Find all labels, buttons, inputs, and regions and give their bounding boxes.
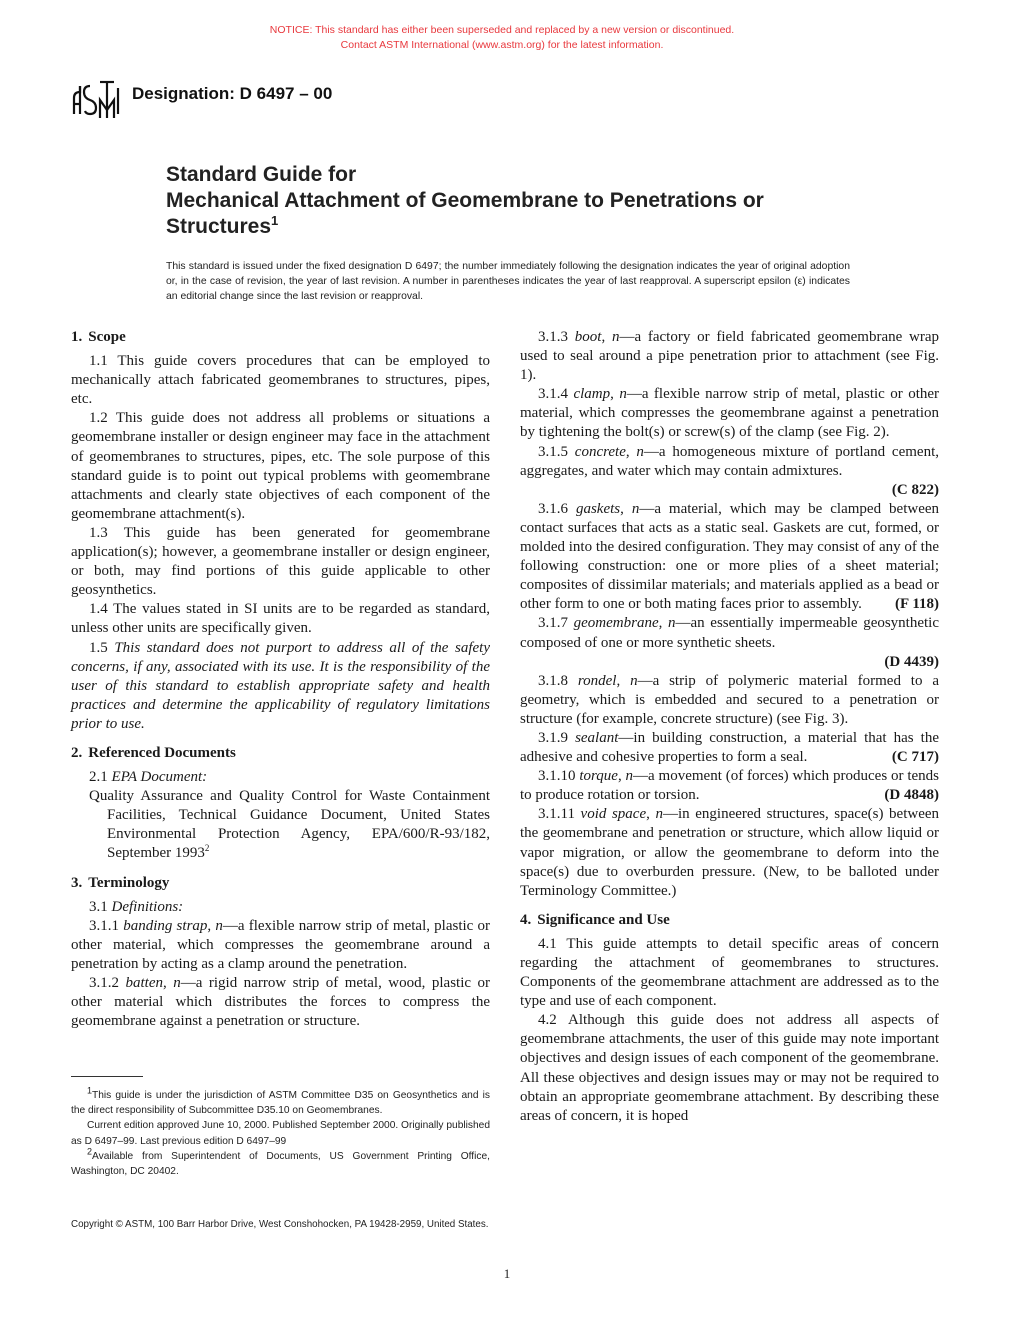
footnote-2: $^2$Available from Superintendent of Documents, US Government Printing Office, Washington, DC 20402. (71, 1146, 490, 1178)
paragraph-4-2: 4.2 Although this guide does not address all aspects of geomembrane attachments, the user of this guide may note important objectives and design issues of each component of the geomembrane. All these objectives and design issues may or may not be required to obtain an appropriate geomembrane attachment. By describing these areas of concern, it is hoped (520, 1012, 939, 1124)
section-heading-terminology: 3. Terminology (71, 874, 170, 891)
designation: Designation: D 6497 – 00 (132, 84, 333, 103)
paragraph-1-2: 1.2 This guide does not address all problems or situations a geomembrane installer or design engineer may face in the attachment of geomembranes to structures, pipes, etc. The sole purpose of this standard guide is to point out typical problems with geomembrane attachments and clearly state objectives of each component of the geomembrane attachment(s). (71, 410, 490, 522)
definition-gaskets: 3.1.6 gaskets, n—a material, which may be clamped between contact surfaces that acts as a static seal. Gaskets are cut, formed, or molded into the desired configuration. They may consist of any of the following construction: one or more plies of a sheet material; composites of dissimilar materials; and materials applied as a bead or other form to one or both mating faces prior to assembly. (F 118) (520, 500, 939, 615)
footnote-1: $^1$This guide is under the jurisdiction of ASTM Committee D35 on Geosynthetics and is the direct responsibility of Subcommittee D35.10 on Geomembranes. (71, 1085, 490, 1117)
supersession-notice (0, 23, 1004, 52)
definition-rondel: 3.1.8 rondel, n—a strip of polymeric material formed to a geometry, which is embedded and secured to a penetration or structure (for example, concrete structure) (see Fig. 3). (520, 672, 939, 727)
issuance-note: This standard is issued under the fixed designation D 6497; the number immediately following the designation indicates the year of original adoption or, in the case of revision, the year of last revision. A number in parentheses indicates the year of last reapproval. A superscript epsilon (ε) indicates an editorial change since the last revision or reapproval. (166, 261, 850, 303)
definition-boot: 3.1.3 boot, n—a factory or field fabricated geomembrane wrap used to seal around a pipe penetration prior to attachment (see Fig. 1). (520, 329, 940, 384)
footnote-rule (71, 1076, 143, 1077)
definition-sealant: 3.1.9 sealant—in building construction, a material that has the adhesive and cohesive properties to form a seal. (C 717) (520, 729, 939, 767)
title-footnote-mark: 1 (271, 213, 279, 228)
document-title (166, 162, 886, 240)
page-number: 1 (503, 1266, 511, 1281)
section-heading-scope: 1. Scope (71, 329, 126, 345)
paragraph-1-3: 1.3 This guide has been generated for geomembrane application(s); however, a geomembrane installer or design engineer, or both, may find portions of this guide applicable to other geosynthetics. (71, 524, 490, 599)
paragraph-1-4: 1.4 The values stated in SI units are to be regarded as standard, unless other units are specifically given. (71, 601, 490, 637)
paragraph-3-1: 3.1 Definitions: (89, 898, 184, 915)
definition-clamp: 3.1.4 clamp, n—a flexible narrow strip of metal, plastic or other material, which compresses the geomembrane against a penetration by tightening the bolt(s) or screw(s) of the clamp (see Fig. 2). (520, 386, 940, 441)
section-heading-significance-and-use: 4. Significance and Use (520, 911, 670, 928)
footnote-1-edition: Current edition approved June 10, 2000. Published September 2000. Originally published as D 6497–99. Last previous edition D 6497–99 (71, 1120, 490, 1147)
definition-banding-strap: 3.1.1 banding strap, n—a flexible narrow strip of metal, plastic or other material, which compresses the geomembrane around a penetration by acting as a clamp around the penetration. (71, 917, 491, 972)
paragraph-1-5: 1.5 This standard does not purport to address all of the safety concerns, if any, associated with its use. It is the responsibility of the user of this standard to establish appropriate safety and health practices and determine the applicability of regulatory limitations prior to use. (71, 639, 491, 732)
definition-batten: 3.1.2 batten, n—a rigid narrow strip of metal, wood, plastic or other material which distributes the forces to compress the geomembrane against a penetration or structure. (71, 975, 491, 1030)
reference-f118: (F 118) (894, 596, 939, 613)
logo-lettering: ASTM (70, 78, 73, 79)
left-column (71, 328, 490, 1031)
reference-c717: (C 717) (891, 749, 939, 766)
paragraph-4-1: 4.1 This guide attempts to detail specific areas of concern regarding the attachment of geomembranes to structures. Components of the geomembrane attachment are addressed as to the type and use of each component. (520, 935, 939, 1010)
epa-reference: Quality Assurance and Quality Control for Waste Containment Facilities, Technical Guidance Document, United States Environmental Protection Agency, EPA/600/R-93/182, September 1993$^2$ (89, 788, 490, 862)
reference-d4439: (D 4439) (884, 653, 939, 670)
right-column (520, 328, 939, 1126)
astm-logo (70, 78, 122, 122)
title-line-3: Structures (166, 215, 272, 238)
definition-geomembrane: 3.1.7 geomembrane, n—an essentially impermeable geosynthetic composed of one or more synthetic sheets. (520, 615, 940, 651)
notice-line-2: Contact ASTM International (www.astm.org) for the latest information. (340, 38, 664, 51)
reference-d4848: (D 4848) (884, 787, 939, 804)
title-line-2: Mechanical Attachment of Geomembrane to Penetrations or (166, 189, 764, 212)
paragraph-1-1: 1.1 This guide covers procedures that can be employed to mechanically attach fabricated geomembranes to structures, pipes, etc. (71, 353, 490, 408)
footnotes (71, 1085, 490, 1179)
copyright: Copyright © ASTM, 100 Barr Harbor Drive, West Conshohocken, PA 19428-2959, United States. (71, 1219, 489, 1230)
definition-void-space: 3.1.11 void space, n—in engineered structures, space(s) between the geomembrane and penetration or structure, which allow liquid or vapor migration, or allow the geomembrane to deform into the space(s) due to overburden pressure. (New, to be balloted under Terminology Committee.) (520, 806, 940, 899)
notice-line-1: NOTICE: This standard has either been superseded and replaced by a new version or discontinued. (269, 24, 735, 36)
definition-torque: 3.1.10 torque, n—a movement (of forces) which produces or tends to produce rotation or torsion. (D 4848) (520, 767, 939, 805)
title-line-1: Standard Guide for (166, 163, 357, 186)
paragraph-2-1: 2.1 EPA Document: (89, 769, 208, 786)
section-heading-referenced-documents: 2. Referenced Documents (71, 744, 236, 761)
definition-concrete: 3.1.5 concrete, n—a homogeneous mixture of portland cement, aggregates, and water which may contain admixtures. (520, 443, 939, 479)
reference-c822: (C 822) (891, 481, 939, 498)
